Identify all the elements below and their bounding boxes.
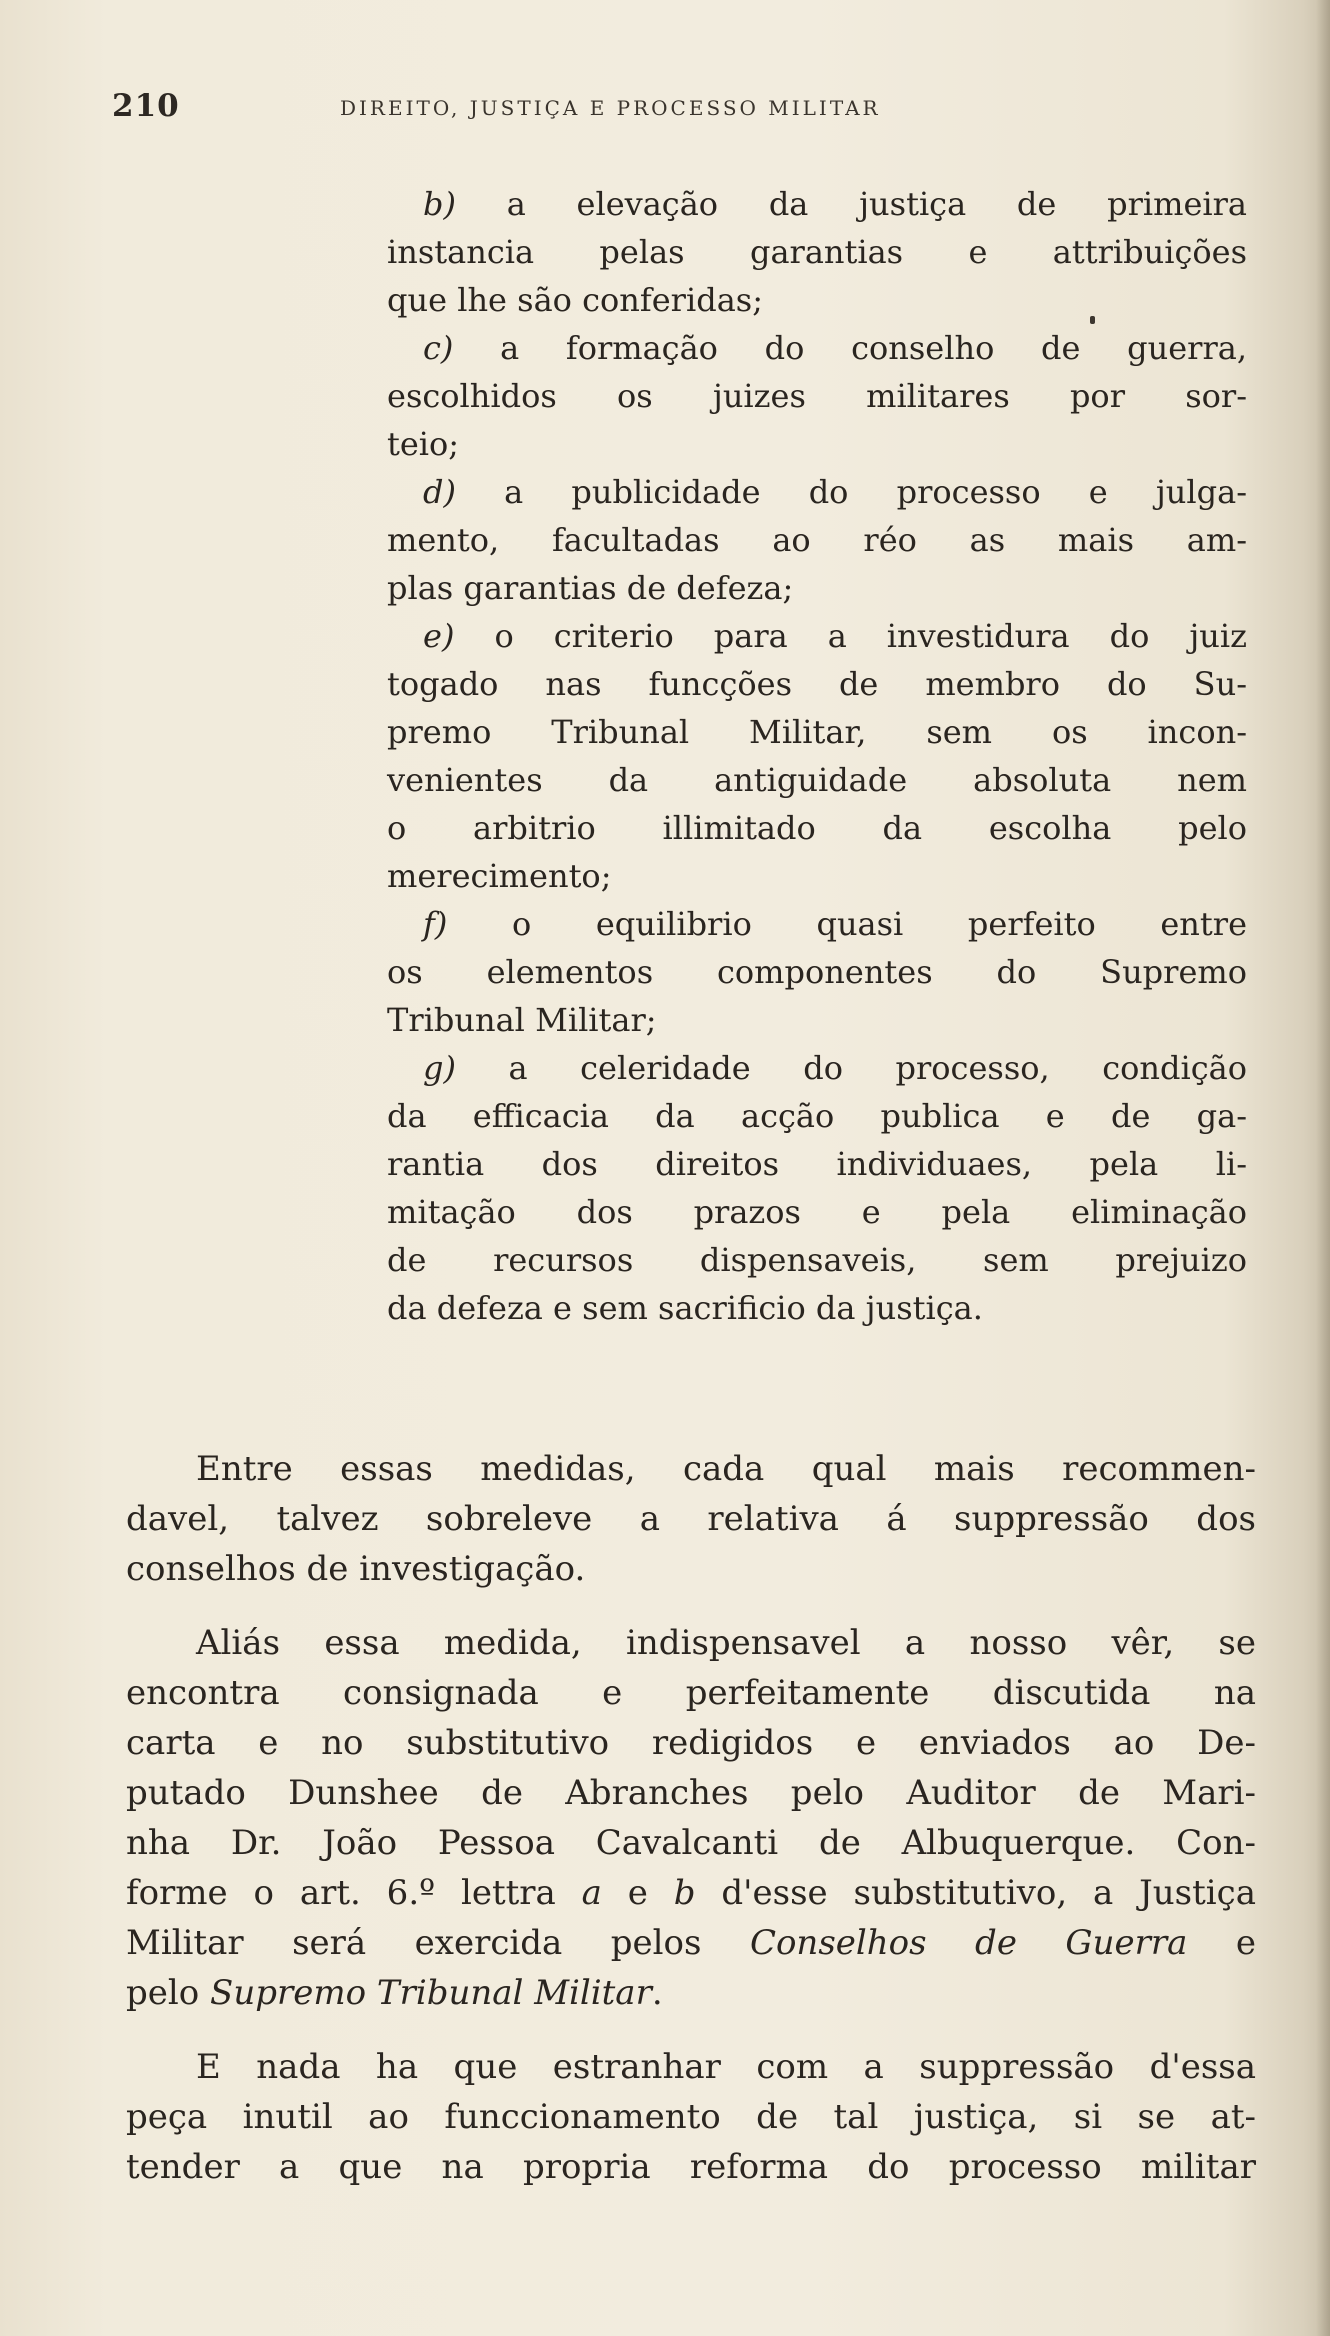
body-text <box>126 1444 1256 2192</box>
paragraph-2-line-8 <box>126 1968 1256 2018</box>
paragraph-3-line-1: E nada ha que estranhar com a suppressão d'essa <box>196 2047 1256 2087</box>
list-item-e-line-1 <box>387 612 1247 660</box>
list-item-f-line-1 <box>387 900 1247 948</box>
list-item-g-line-1 <box>387 1044 1247 1092</box>
list-text: o equilibrio quasi perfeito entre <box>511 905 1248 943</box>
italic-supremo-tribunal-militar: Supremo Tribunal Militar <box>210 1973 652 2013</box>
list-text: a celeridade do processo, condição <box>508 1049 1248 1087</box>
list-label-f: f) <box>423 905 448 943</box>
page-header <box>0 88 1330 128</box>
list-text: o criterio para a investidura do juiz <box>494 617 1248 655</box>
paragraph-1-line-1: Entre essas medidas, cada qual mais recommen- <box>196 1449 1256 1489</box>
paragraph-2-line-1: Aliás essa medida, indispensavel a nosso vêr, se <box>196 1623 1256 1663</box>
list-item-g-line-3: rantia dos direitos individuaes, pela li- <box>387 1145 1247 1183</box>
list-item-b-line-3: que lhe são conferidas; <box>387 281 763 319</box>
list-item-f-line-2: os elementos componentes do Supremo <box>387 953 1247 991</box>
page-edge-shadow <box>1316 0 1330 2336</box>
list-label-c: c) <box>423 329 454 367</box>
list-item-d-line-3: plas garantias de defeza; <box>387 569 794 607</box>
list-item-d-line-2: mento, facultadas ao réo as mais am- <box>387 521 1247 559</box>
text-run: e <box>1187 1923 1256 1963</box>
list-label-g: g) <box>423 1049 456 1087</box>
list-label-b: b) <box>423 185 456 223</box>
list-item-g-line-4: mitação dos prazos e pela eliminação <box>387 1193 1247 1231</box>
text-run: Militar será exercida pelos <box>126 1923 750 1963</box>
list-item-g-line-5: de recursos dispensaveis, sem prejuizo <box>387 1241 1247 1279</box>
text-run: forme o art. 6.º lettra <box>126 1873 582 1913</box>
text-run: pelo <box>126 1973 211 2013</box>
running-head: DIREITO, JUSTIÇA E PROCESSO MILITAR <box>340 96 881 120</box>
list-item-b-line-2: instancia pelas garantias e attribuições <box>387 233 1247 271</box>
paragraph-gap <box>126 1594 1256 1618</box>
paragraph-2-line-4: putado Dunshee de Abranches pelo Auditor de Mari- <box>126 1773 1256 1813</box>
paragraph-2-line-7 <box>126 1918 1256 1968</box>
list-label-d: d) <box>423 473 456 511</box>
page-number: 210 <box>112 88 180 124</box>
text-run: e <box>601 1873 674 1913</box>
paragraph-gap <box>126 2018 1256 2042</box>
list-item-b-line-1 <box>387 180 1247 228</box>
paragraph-1-line-3: conselhos de investigação. <box>126 1549 586 1589</box>
list-item-e-line-3: premo Tribunal Militar, sem os incon- <box>387 713 1247 751</box>
italic-letter-b: b <box>673 1873 696 1913</box>
list-text: a publicidade do processo e julga- <box>504 473 1248 511</box>
paragraph-2-line-6 <box>126 1868 1256 1918</box>
list-item-d-line-1 <box>387 468 1247 516</box>
list-item-e-line-4: venientes da antiguidade absoluta nem <box>387 761 1247 799</box>
list-label-e: e) <box>423 617 455 655</box>
italic-letter-a: a <box>581 1873 602 1913</box>
list-item-c-line-2: escolhidos os juizes militares por sor- <box>387 377 1247 415</box>
list-text: a elevação da justiça de primeira <box>506 185 1248 223</box>
list-item-e-line-2: togado nas funcções de membro do Su- <box>387 665 1247 703</box>
list-item-e-line-6: merecimento; <box>387 857 612 895</box>
list-item-f-line-3: Tribunal Militar; <box>387 1001 657 1039</box>
list-item-g-line-6: da defeza e sem sacrificio da justiça. <box>387 1289 983 1327</box>
list-item-e-line-5: o arbitrio illimitado da escolha pelo <box>387 809 1247 847</box>
paragraph-3-line-3: tender a que na propria reforma do processo militar <box>126 2147 1256 2187</box>
paragraph-2-line-3: carta e no substitutivo redigidos e enviados ao De- <box>126 1723 1256 1763</box>
text-run: . <box>651 1973 663 2013</box>
list-item-g-line-2: da efficacia da acção publica e de ga- <box>387 1097 1247 1135</box>
paragraph-3-line-2: peça inutil ao funccionamento de tal justiça, si se at- <box>126 2097 1256 2137</box>
paragraph-1-line-2: davel, talvez sobreleve a relativa á suppressão dos <box>126 1499 1256 1539</box>
list-item-c-line-1 <box>387 324 1247 372</box>
italic-conselhos-de-guerra: Conselhos de Guerra <box>749 1923 1188 1963</box>
text-run: d'esse substitutivo, a Justiça <box>695 1873 1256 1913</box>
enumerated-list <box>387 180 1247 1332</box>
paragraph-2-line-5: nha Dr. João Pessoa Cavalcanti de Albuquerque. Con- <box>126 1823 1256 1863</box>
paragraph-2-line-2: encontra consignada e perfeitamente discutida na <box>126 1673 1256 1713</box>
list-text: a formação do conselho de guerra, <box>500 329 1248 367</box>
list-item-c-line-3: teio; <box>387 425 460 463</box>
